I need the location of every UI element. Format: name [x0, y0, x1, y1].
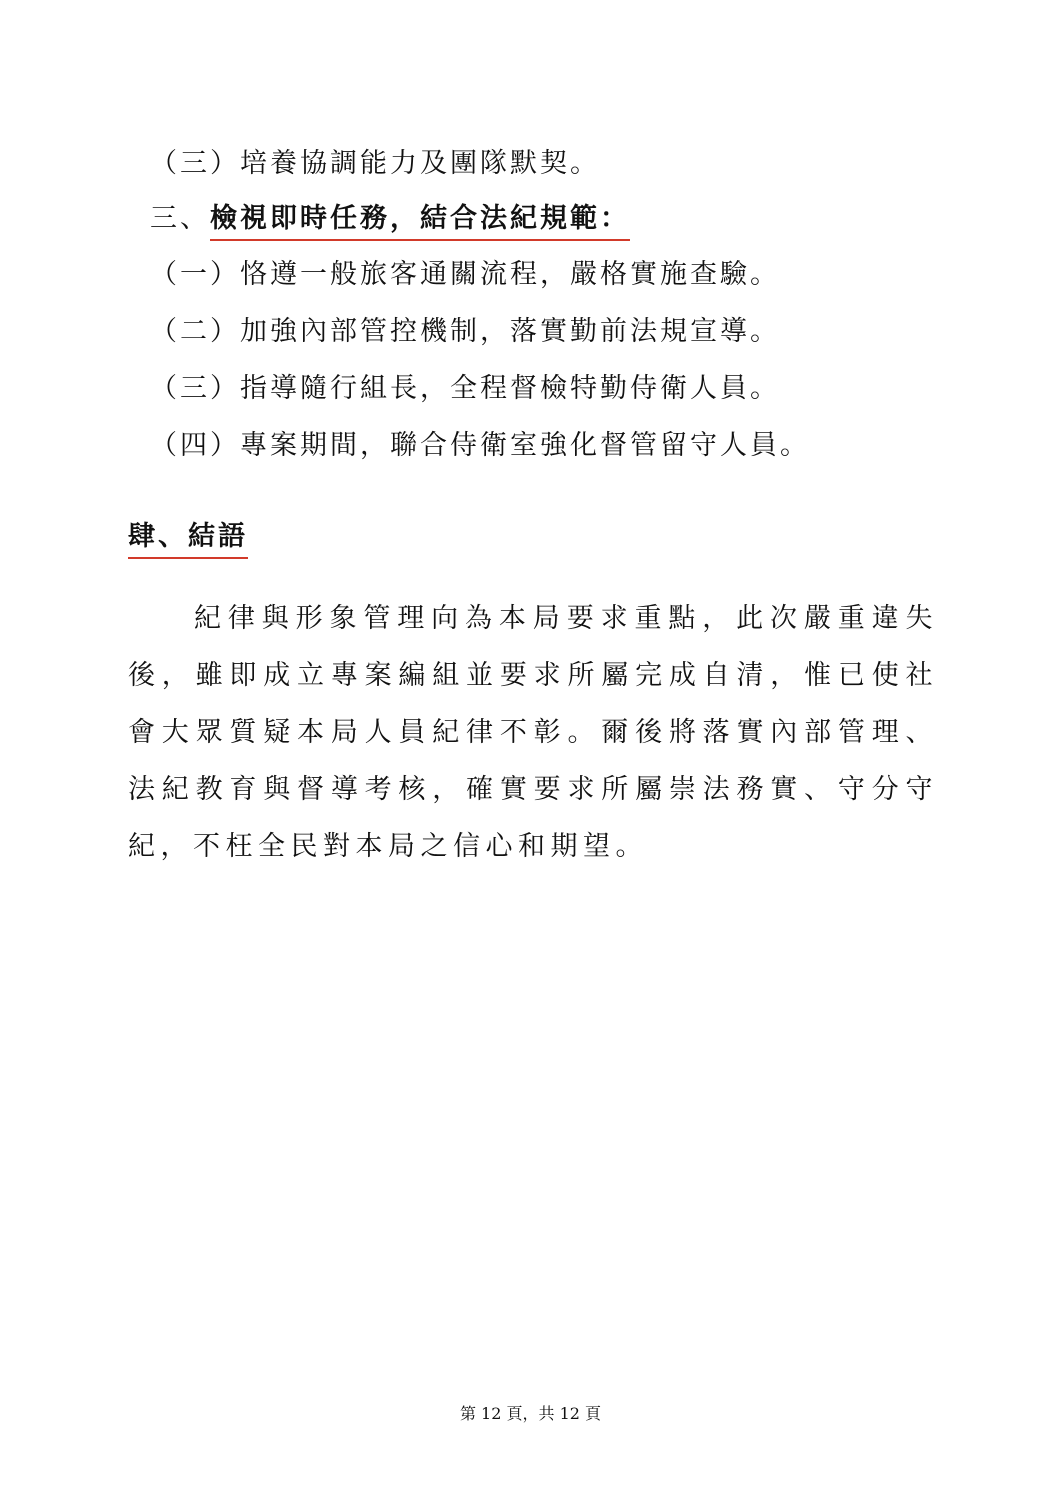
sub-item-2: （二）加強內部管控機制，落實勤前法規宣導。: [150, 316, 780, 347]
section-3-heading-row: [150, 201, 630, 241]
list-item-cultivate-coordination: （三）培養協調能力及團隊默契。: [150, 148, 600, 179]
section-3-heading: 檢視即時任務，結合法紀規範：: [210, 201, 630, 241]
sub-item-3: （三）指導隨行組長，全程督檢特勤侍衛人員。: [150, 373, 780, 404]
conclusion-heading: 肆、結語: [128, 519, 248, 559]
sub-item-4: （四）專案期間，聯合侍衛室強化督管留守人員。: [150, 430, 810, 461]
conclusion-paragraph: 紀律與形象管理向為本局要求重點，此次嚴重違失後，雖即成立專案編組並要求所屬完成自清，惟已使社會大眾質疑本局人員紀律不彰。爾後將落實內部管理、法紀教育與督導考核，確實要求所屬崇法務實、守分守紀，不枉全民對本局之信心和期望。: [128, 603, 938, 862]
conclusion-heading-row: [128, 519, 248, 559]
page-number-footer: 第 12 頁，共 12 頁: [459, 1404, 602, 1423]
section-3-prefix: 三、: [150, 203, 210, 234]
sub-item-1: （一）恪遵一般旅客通關流程，嚴格實施查驗。: [150, 259, 780, 290]
